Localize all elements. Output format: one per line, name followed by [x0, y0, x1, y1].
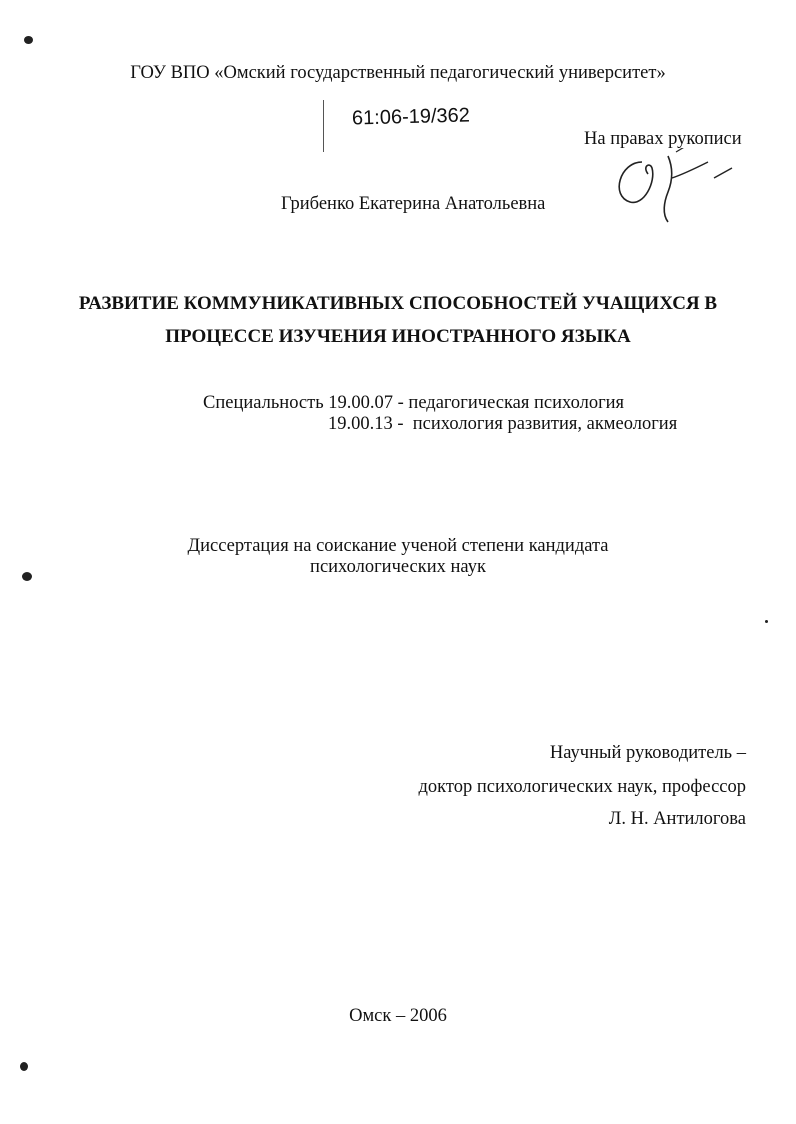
supervisor-role: Научный руководитель – [549, 743, 746, 763]
specialty-line-2: 19.00.13 - психология развития, акмеология [328, 414, 678, 434]
specialty-line-1: Специальность 19.00.07 - педагогическая психология [203, 393, 625, 413]
dissertation-title-line-1: РАЗВИТИЕ КОММУНИКАТИВНЫХ СПОСОБНОСТЕЙ УЧАЩИХСЯ В [78, 293, 718, 314]
degree-line-1: Диссертация на соискание ученой степени кандидата [187, 536, 609, 556]
institution-name: ГОУ ВПО «Омский государственный педагогический университет» [130, 63, 666, 83]
supervisor-name: Л. Н. Антилогова [608, 809, 746, 829]
stamp-margin-line [323, 100, 324, 152]
rights-note: На правах рукописи [584, 129, 742, 149]
scan-speck-top [24, 36, 33, 44]
handwritten-signature [612, 148, 742, 228]
author-name: Грибенко Екатерина Анатольевна [281, 194, 546, 214]
scan-speck-right [765, 620, 768, 623]
dissertation-title-line-2: ПРОЦЕССЕ ИЗУЧЕНИЯ ИНОСТРАННОГО ЯЗЫКА [165, 326, 631, 347]
place-and-year: Омск – 2006 [349, 1006, 447, 1026]
degree-line-2: психологических наук [310, 557, 486, 577]
scan-speck-bottom [20, 1062, 28, 1071]
library-code-stamp: 61:06-19/362 [351, 104, 471, 130]
supervisor-credentials: доктор психологических наук, профессор [418, 777, 746, 797]
